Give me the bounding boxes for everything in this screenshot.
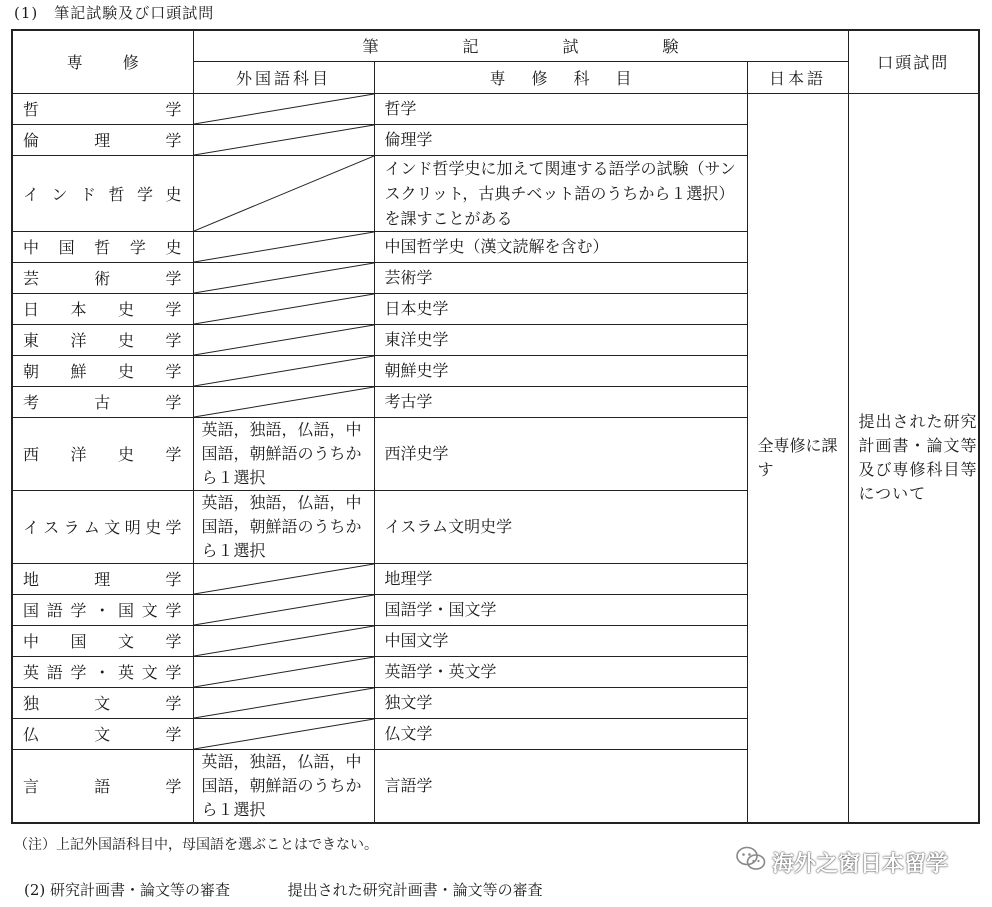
header-oral-exam: 口頭試問 — [848, 30, 979, 93]
empty-foreign-cell — [193, 355, 374, 386]
major-name: 日本史学 — [12, 293, 193, 324]
header-specialized-subject: 専修科目 — [374, 61, 747, 93]
major-name: 地理学 — [12, 563, 193, 594]
subject-name: 日本史学 — [374, 293, 747, 324]
subject-name: 考古学 — [374, 386, 747, 417]
major-name: 西洋史学 — [12, 417, 193, 490]
major-name: 中国文学 — [12, 625, 193, 656]
major-name: 朝鮮史学 — [12, 355, 193, 386]
subject-name: 倫理学 — [374, 124, 747, 155]
subject-name: 独文学 — [374, 687, 747, 718]
header-major: 専修 — [12, 30, 193, 93]
empty-foreign-cell — [193, 386, 374, 417]
watermark-text: 海外之窗日本留学 — [772, 851, 949, 877]
empty-foreign-cell — [193, 124, 374, 155]
wechat-icon — [736, 846, 766, 878]
empty-foreign-cell — [193, 656, 374, 687]
subject-name: 言語学 — [374, 749, 747, 823]
empty-foreign-cell — [193, 324, 374, 355]
empty-foreign-cell — [193, 262, 374, 293]
section-2-number: (2) — [24, 881, 46, 899]
oral-exam-content: 提出された研究計画書・論文等及び専修科目等について — [848, 93, 979, 823]
major-name: インド哲学史 — [12, 155, 193, 231]
japanese-requirement: 全専修に課す — [747, 93, 848, 823]
section-2-content: 提出された研究計画書・論文等の審査 — [287, 881, 543, 899]
major-name: 哲学 — [12, 93, 193, 124]
header-written-exam: 筆記試験 — [193, 30, 848, 61]
foreign-language-options: 英語，独語，仏語，中国語，朝鮮語のうちから１選択 — [193, 417, 374, 490]
table-row — [12, 93, 979, 124]
major-name: 独文学 — [12, 687, 193, 718]
empty-foreign-cell — [193, 155, 374, 231]
header-foreign-language: 外国語科目 — [193, 61, 374, 93]
subject-name: 英語学・英文学 — [374, 656, 747, 687]
major-name: 仏文学 — [12, 718, 193, 749]
major-name: イスラム文明史学 — [12, 490, 193, 563]
section-2 — [24, 879, 543, 900]
major-name: 東洋史学 — [12, 324, 193, 355]
subject-name: 東洋史学 — [374, 324, 747, 355]
empty-foreign-cell — [193, 687, 374, 718]
empty-foreign-cell — [193, 563, 374, 594]
section-1-heading: (1) 筆記試験及び口頭試問 — [14, 4, 215, 22]
subject-name: 国語学・国文学 — [374, 594, 747, 625]
subject-name: 西洋史学 — [374, 417, 747, 490]
major-name: 考古学 — [12, 386, 193, 417]
subject-name: 中国文学 — [374, 625, 747, 656]
empty-foreign-cell — [193, 594, 374, 625]
empty-foreign-cell — [193, 718, 374, 749]
foreign-language-options: 英語，独語，仏語，中国語，朝鮮語のうちから１選択 — [193, 749, 374, 823]
subject-name: 仏文学 — [374, 718, 747, 749]
empty-foreign-cell — [193, 93, 374, 124]
empty-foreign-cell — [193, 293, 374, 324]
subject-name: インド哲学史に加えて関連する語学の試験（サンスクリット，古典チベット語のうちから１選択）を課すことがある — [374, 155, 747, 231]
subject-name: 芸術学 — [374, 262, 747, 293]
header-japanese: 日本語 — [747, 61, 848, 93]
section-2-title: 研究計画書・論文等の審査 — [50, 881, 231, 899]
empty-foreign-cell — [193, 625, 374, 656]
major-name: 芸術学 — [12, 262, 193, 293]
watermark — [736, 846, 948, 878]
major-name: 中国哲学史 — [12, 231, 193, 262]
subject-name: 朝鮮史学 — [374, 355, 747, 386]
footnote: （注）上記外国語科目中，母国語を選ぶことはできない。 — [14, 837, 378, 853]
major-name: 英語学・英文学 — [12, 656, 193, 687]
exam-subjects-table — [11, 29, 980, 824]
major-name: 国語学・国文学 — [12, 594, 193, 625]
major-name: 言語学 — [12, 749, 193, 823]
major-name: 倫理学 — [12, 124, 193, 155]
subject-name: イスラム文明史学 — [374, 490, 747, 563]
subject-name: 哲学 — [374, 93, 747, 124]
subject-name: 地理学 — [374, 563, 747, 594]
subject-name: 中国哲学史（漢文読解を含む） — [374, 231, 747, 262]
empty-foreign-cell — [193, 231, 374, 262]
foreign-language-options: 英語，独語，仏語，中国語，朝鮮語のうちから１選択 — [193, 490, 374, 563]
